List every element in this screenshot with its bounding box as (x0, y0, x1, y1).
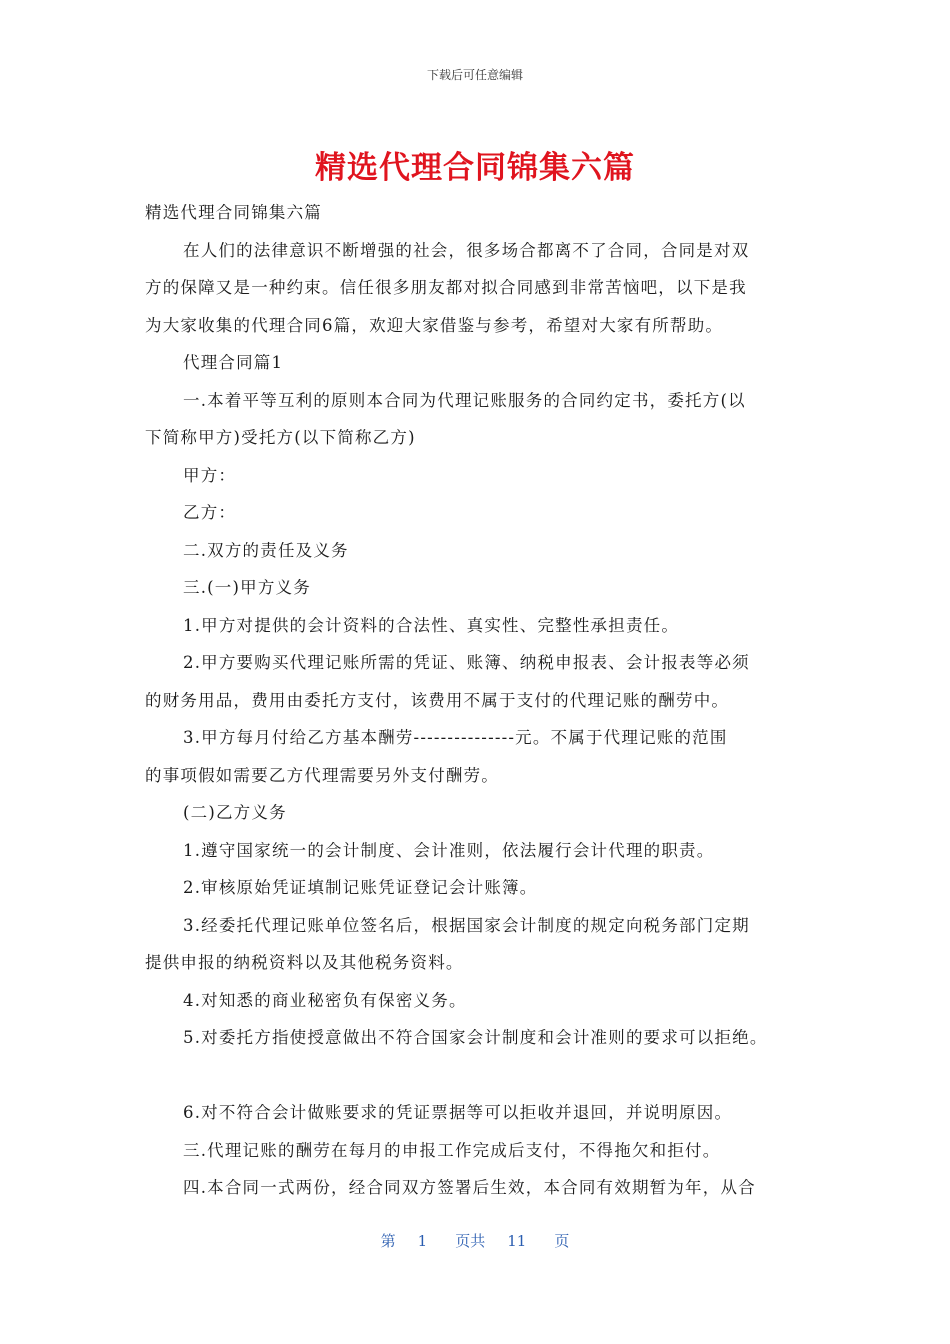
paragraph-line: 在人们的法律意识不断增强的社会，很多场合都离不了合同，合同是对双 (183, 240, 750, 260)
paragraph-line: 1.甲方对提供的会计资料的合法性、真实性、完整性承担责任。 (183, 615, 680, 635)
paragraph-line: 2.审核原始凭证填制记账凭证登记会计账簿。 (183, 878, 538, 897)
header-note: 下载后可任意编辑 (426, 68, 523, 82)
paragraph-line: 1.遵守国家统一的会计制度、会计准则，依法履行会计代理的职责。 (183, 840, 715, 860)
paragraph-line: 2.甲方要购买代理记账所需的凭证、账簿、纳税申报表、会计报表等必须 (183, 653, 750, 672)
paragraph-line: 提供申报的纳税资料以及其他税务资料。 (145, 953, 464, 972)
paragraph-line: 甲方： (183, 465, 237, 485)
footer-page-number: 1 (417, 1232, 428, 1250)
paragraph-line: 三.代理记账的酬劳在每月的申报工作完成后支付，不得拖欠和拒付。 (183, 1140, 721, 1160)
paragraph-line: 乙方： (183, 503, 237, 522)
paragraph-line: 5.对委托方指使授意做出不符合国家会计制度和会计准则的要求可以拒绝。 (183, 1028, 768, 1047)
paragraph-line: 四.本合同一式两份，经合同双方签署后生效，本合同有效期暂为年，从合 (183, 1178, 756, 1197)
paragraph-line: 3.经委托代理记账单位签名后，根据国家会计制度的规定向税务部门定期 (183, 915, 750, 935)
paragraph-line: 4.对知悉的商业秘密负有保密义务。 (183, 990, 467, 1010)
document-body (145, 194, 810, 1207)
paragraph-line: 方的保障又是一种约束。信任很多朋友都对拟合同感到非常苦恼吧，以下是我 (145, 278, 747, 297)
section-heading: 代理合同篇1 (183, 353, 284, 372)
blank-line (145, 1057, 810, 1095)
page-footer (0, 1230, 950, 1251)
footer-page-suffix: 页 (554, 1232, 570, 1250)
document-title: 精选代理合同锦集六篇 (315, 150, 635, 186)
footer-page-mid: 页共 (455, 1232, 486, 1250)
subtitle-line: 精选代理合同锦集六篇 (145, 203, 322, 222)
footer-total-pages: 11 (507, 1232, 527, 1250)
paragraph-line: 3.甲方每月付给乙方基本酬劳---------------元。不属于代理记账的范围 (183, 728, 728, 747)
paragraph-line: 6.对不符合会计做账要求的凭证票据等可以拒收并退回，并说明原因。 (183, 1103, 733, 1122)
paragraph-line: 下简称甲方)受托方(以下简称乙方) (145, 428, 416, 447)
paragraph-line: (二)乙方义务 (183, 803, 287, 822)
paragraph-line: 一.本着平等互利的原则本合同为代理记账服务的合同约定书，委托方(以 (183, 390, 746, 410)
paragraph-line: 为大家收集的代理合同6篇，欢迎大家借鉴与参考，希望对大家有所帮助。 (145, 315, 724, 335)
paragraph-line: 的财务用品，费用由委托方支付，该费用不属于支付的代理记账的酬劳中。 (145, 690, 730, 710)
footer-page-prefix: 第 (380, 1232, 396, 1250)
paragraph-line: 二.双方的责任及义务 (183, 540, 349, 560)
paragraph-line: 三.(一)甲方义务 (183, 578, 311, 597)
paragraph-line: 的事项假如需要乙方代理需要另外支付酬劳。 (145, 765, 499, 785)
